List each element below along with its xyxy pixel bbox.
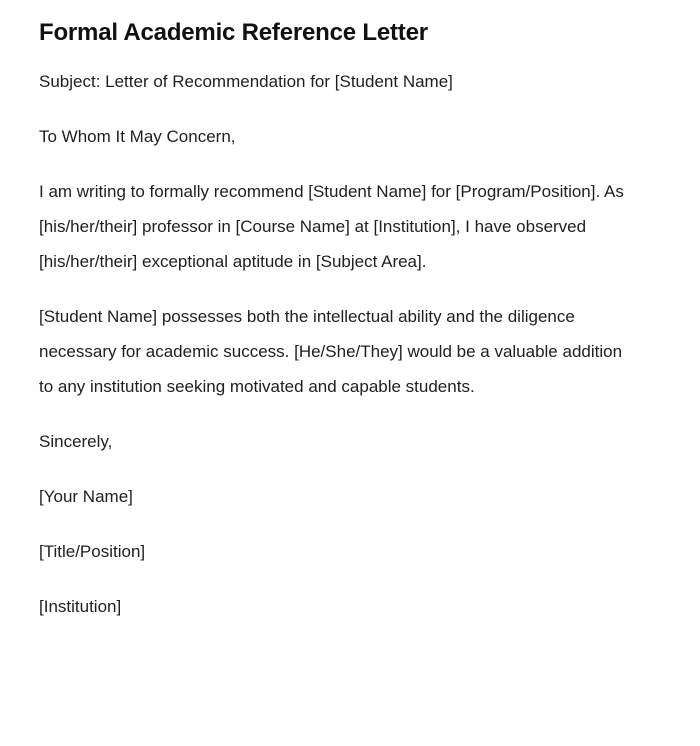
- body-paragraph-1: I am writing to formally recommend [Student Name] for [Program/Position]. As [his/her/their] professor in [Course Name] at [Institution], I have observed [his/her/their] exceptional aptitude in [Subject Area].: [39, 182, 629, 271]
- body-paragraph-2: [Student Name] possesses both the intellectual ability and the diligence necessary for academic success. [He/She/They] would be a valuable addition to any institution seeking motivated and capable students.: [39, 307, 627, 396]
- subject-line: Subject: Letter of Recommendation for [Student Name]: [39, 72, 453, 91]
- salutation: To Whom It May Concern,: [39, 127, 236, 146]
- signature-institution: [Institution]: [39, 597, 122, 616]
- page-title: Formal Academic Reference Letter: [39, 19, 428, 46]
- closing: Sincerely,: [39, 432, 113, 451]
- signature-name: [Your Name]: [39, 487, 133, 506]
- signature-title: [Title/Position]: [39, 542, 146, 561]
